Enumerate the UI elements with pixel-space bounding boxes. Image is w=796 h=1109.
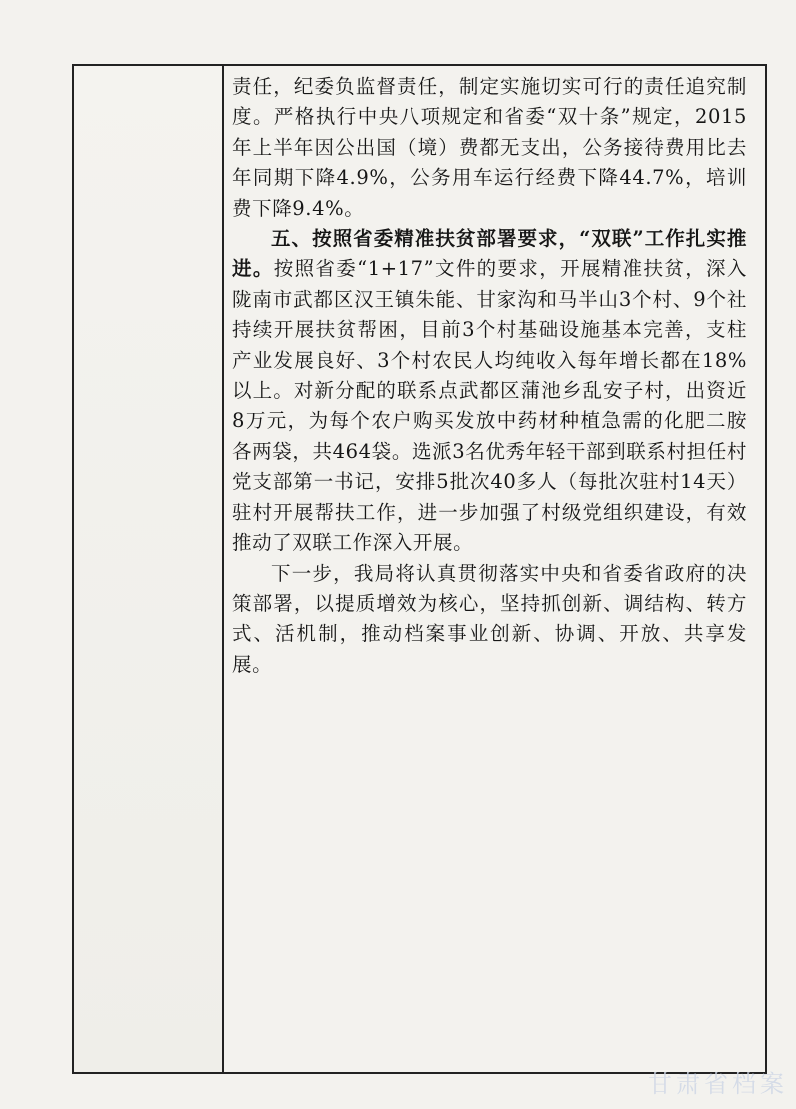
blank-label-column (74, 66, 224, 1072)
watermark-logo: 甘肃省档案 (648, 1070, 788, 1098)
section-heading: 五、按照省委精准扶贫部署要求，“双联” (271, 227, 645, 251)
paragraph-poverty-alleviation-text: 工作扎实推进。 (232, 227, 747, 281)
paragraph-supervision: 责任，纪委负监督责任，制定实施切实可行的责任追究制度。严格执行中央八项规定和省委“双十条”规定，2015年上半年因公出国（境）费都无支出，公务接待费用比去年同期下降4.9%，公务用车运行经费下降44.7%，培训费下降9.4%。 (232, 75, 747, 220)
paragraph-next-steps: 下一步，我局将认真贯彻落实中央和省委省政府的决策部署，以提质增效为核心，坚持抓创新、调结构、转方式、活机制，推动档案事业创新、协调、开放、共享发展。 (232, 561, 747, 676)
form-table (72, 64, 767, 1074)
content-column (224, 66, 765, 1072)
paragraph-poverty-alleviation (232, 224, 747, 558)
paragraph-poverty-alleviation-body: 按照省委“1+17”文件的要求，开展精准扶贫，深入陇南市武都区汉王镇朱能、甘家沟和马半山3个村、9个社持续开展扶贫帮困，目前3个村基础设施基本完善，支柱产业发展良好、3个村农民人均纯收入每年增长都在18%以上。对新分配的联系点武都区蒲池乡乱安子村，出资近8万元，为每个农户购买发放中药材种植急需的化肥二胺各两袋，共464袋。选派3名优秀年轻干部到联系村担任村党支部第一书记，安排5批次40多人（每批次驻村14天）驻村开展帮扶工作，进一步加强了村级党组织建设，有效推动了双联工作深入开展。 (232, 257, 748, 555)
